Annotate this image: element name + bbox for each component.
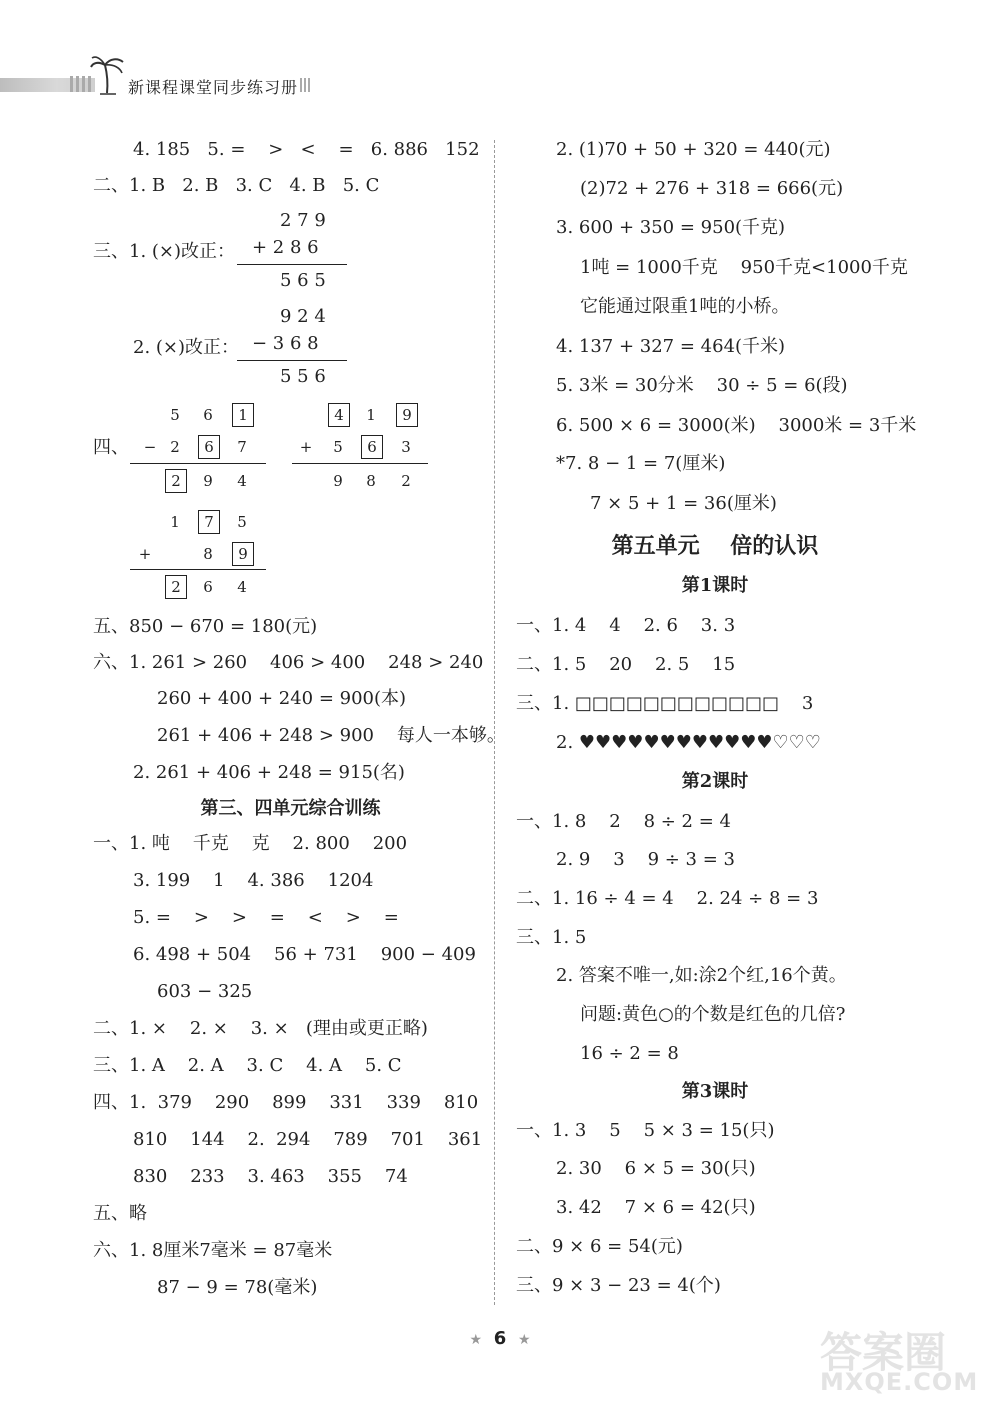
right-b1: 一、1. 8 2 8 ÷ 2 = 4	[516, 811, 731, 832]
puzzle-c-r2-box: 9	[232, 542, 254, 566]
right-a3: 三、1. □□□□□□□□□□□□ 3	[516, 693, 814, 714]
left-y3: 5. = > > = < > =	[133, 907, 399, 928]
puzzle-a-r2-c3: 7	[237, 438, 247, 456]
left-f1: 四、1. 379 290 899 331 339 810	[93, 1092, 479, 1113]
left-x1: 六、1. 8厘米7毫米 = 87毫米	[93, 1240, 333, 1261]
right-a1: 一、1. 4 4 2. 6 3. 3	[516, 615, 736, 636]
left-f2: 810 144 2. 294 789 701 361	[133, 1129, 483, 1150]
left-y4: 6. 498 + 504 56 + 731 900 − 409	[133, 944, 476, 965]
san1-row2: + 2 8 6	[252, 237, 319, 258]
right-r3: 3. 600 + 350 = 950(千克)	[556, 217, 786, 238]
left-y1: 一、1. 吨 千克 克 2. 800 200	[93, 833, 408, 854]
right-b3: 二、1. 16 ÷ 4 = 4 2. 24 ÷ 8 = 3	[516, 888, 819, 909]
puzzle-c-r3-c2: 6	[203, 578, 213, 596]
column-divider	[494, 140, 495, 1305]
left-liu-3: 261 + 406 + 248 > 900 每人一本够。	[157, 725, 505, 746]
right-c5: 三、9 × 3 − 23 = 4(个)	[516, 1275, 721, 1296]
puzzle-b-r3-c1: 9	[333, 472, 343, 490]
puzzle-b-r1-box1: 4	[328, 403, 350, 427]
left-w2: 五、略	[93, 1203, 147, 1224]
lesson-3-title: 第3课时	[681, 1081, 749, 1102]
left-liu-1: 六、1. 261 > 260 406 > 400 248 > 240	[93, 652, 484, 673]
header-title: 新课程课堂同步练习册	[128, 78, 299, 97]
left-e1: 二、1. × 2. × 3. × (理由或更正略)	[93, 1018, 428, 1039]
puzzle-c-r1-c3: 5	[237, 513, 247, 531]
right-r5: 它能通过限重1吨的小桥。	[580, 296, 790, 317]
right-b5: 2. 答案不唯一,如:涂2个红,16个黄。	[556, 965, 847, 986]
right-r6: 4. 137 + 327 = 464(千米)	[556, 336, 786, 357]
puzzle-a-r2-c1: 2	[170, 438, 180, 456]
right-r10: 7 × 5 + 1 = 36(厘米)	[590, 493, 777, 514]
puzzle-a-r2-box: 6	[198, 435, 220, 459]
right-r8: 6. 500 × 6 = 3000(米) 3000米 = 3千米	[556, 415, 917, 436]
puzzle-b-r2-box: 6	[361, 435, 383, 459]
left-wu: 五、850 − 670 = 180(元)	[93, 616, 318, 637]
puzzle-b-r1-box2: 9	[396, 403, 418, 427]
left-line-1: 4. 185 5. = > < = 6. 886 152	[133, 139, 480, 160]
san2-row1: 9 2 4	[280, 306, 326, 327]
left-y2: 3. 199 1 4. 386 1204	[133, 870, 374, 891]
puzzle-c-r2-c2: 8	[203, 545, 213, 563]
star-icon: ★	[518, 1332, 531, 1348]
puzzle-a-rule	[130, 463, 266, 464]
right-a2: 二、1. 5 20 2. 5 15	[516, 654, 736, 675]
right-r7: 5. 3米 = 30分米 30 ÷ 5 = 6(段)	[556, 375, 848, 396]
right-c1: 一、1. 3 5 5 × 3 = 15(只)	[516, 1120, 775, 1141]
puzzle-a-r1-box: 1	[232, 403, 254, 427]
right-r9: *7. 8 − 1 = 7(厘米)	[556, 453, 726, 474]
star-icon: ★	[469, 1332, 482, 1348]
right-a4: 2. ♥♥♥♥♥♥♥♥♥♥♥♥♡♡♡	[556, 732, 821, 753]
right-r2: (2)72 + 276 + 318 = 666(元)	[580, 178, 844, 199]
puzzle-b-r3-c2: 8	[366, 472, 376, 490]
page-number-value: 6	[493, 1328, 507, 1349]
si-label: 四、	[93, 437, 129, 458]
watermark-url: MXQE.COM	[820, 1368, 979, 1396]
puzzle-a-r3-box: 2	[165, 469, 187, 493]
san1-row3: 5 6 5	[280, 270, 326, 291]
left-liu-4: 2. 261 + 406 + 248 = 915(名)	[133, 762, 405, 783]
san2-rule	[237, 360, 347, 361]
left-line-2: 二、1. B 2. B 3. C 4. B 5. C	[93, 175, 380, 196]
right-c3: 3. 42 7 × 6 = 42(只)	[556, 1197, 756, 1218]
palm-tree-icon	[90, 55, 126, 95]
right-r4: 1吨 = 1000千克 950千克<1000千克	[580, 257, 908, 278]
puzzle-a-r3-c3: 4	[237, 472, 247, 490]
right-b2: 2. 9 3 9 ÷ 3 = 3	[556, 849, 735, 870]
puzzle-b-r3-c3: 2	[401, 472, 411, 490]
puzzle-a-r2-op: −	[143, 438, 157, 456]
puzzle-a-r3-c2: 9	[203, 472, 213, 490]
right-b4: 三、1. 5	[516, 927, 587, 948]
puzzle-b-r2-c3: 3	[401, 438, 411, 456]
puzzle-a-r1-c1: 5	[170, 406, 180, 424]
left-f3: 830 233 3. 463 355 74	[133, 1166, 408, 1187]
san1-label: 三、1. (×)改正：	[93, 241, 236, 262]
right-c4: 二、9 × 6 = 54(元)	[516, 1236, 683, 1257]
lesson-1-title: 第1课时	[681, 575, 749, 596]
right-r1: 2. (1)70 + 50 + 320 = 440(元)	[556, 139, 831, 160]
puzzle-b-r2-op: +	[299, 438, 313, 456]
unit-title: 第五单元 倍的认识	[611, 533, 819, 559]
san1-row1: 2 7 9	[280, 210, 326, 231]
right-b7: 16 ÷ 2 = 8	[580, 1043, 679, 1064]
left-y5: 603 − 325	[157, 981, 253, 1002]
puzzle-a-r1-c2: 6	[203, 406, 213, 424]
san2-row2: − 3 6 8	[252, 333, 319, 354]
san2-row3: 5 5 6	[280, 366, 326, 387]
section-title-3-4: 第三、四单元综合训练	[200, 798, 381, 819]
puzzle-c-r3-c3: 4	[237, 578, 247, 596]
puzzle-c-r1-c1: 1	[170, 513, 180, 531]
puzzle-b-r2-c1: 5	[333, 438, 343, 456]
puzzle-c-rule	[130, 569, 266, 570]
header-stripes	[70, 76, 92, 92]
left-liu-2: 260 + 400 + 240 = 900(本)	[157, 688, 407, 709]
watermark-logo: 答案圈	[820, 1328, 947, 1377]
right-c2: 2. 30 6 × 5 = 30(只)	[556, 1158, 756, 1179]
header-end-stripes	[300, 78, 310, 92]
puzzle-c-r2-op: +	[138, 545, 152, 563]
left-s1: 三、1. A 2. A 3. C 4. A 5. C	[93, 1055, 402, 1076]
puzzle-b-r1-c2: 1	[366, 406, 376, 424]
puzzle-b-rule	[292, 463, 428, 464]
san2-label: 2. (×)改正：	[133, 337, 240, 358]
puzzle-c-r3-box: 2	[165, 575, 187, 599]
left-x2: 87 − 9 = 78(毫米)	[157, 1277, 318, 1298]
san1-rule	[237, 264, 347, 265]
right-b6: 问题:黄色○的个数是红色的几倍?	[580, 1004, 846, 1025]
puzzle-c-r1-box: 7	[198, 510, 220, 534]
lesson-2-title: 第2课时	[681, 771, 749, 792]
